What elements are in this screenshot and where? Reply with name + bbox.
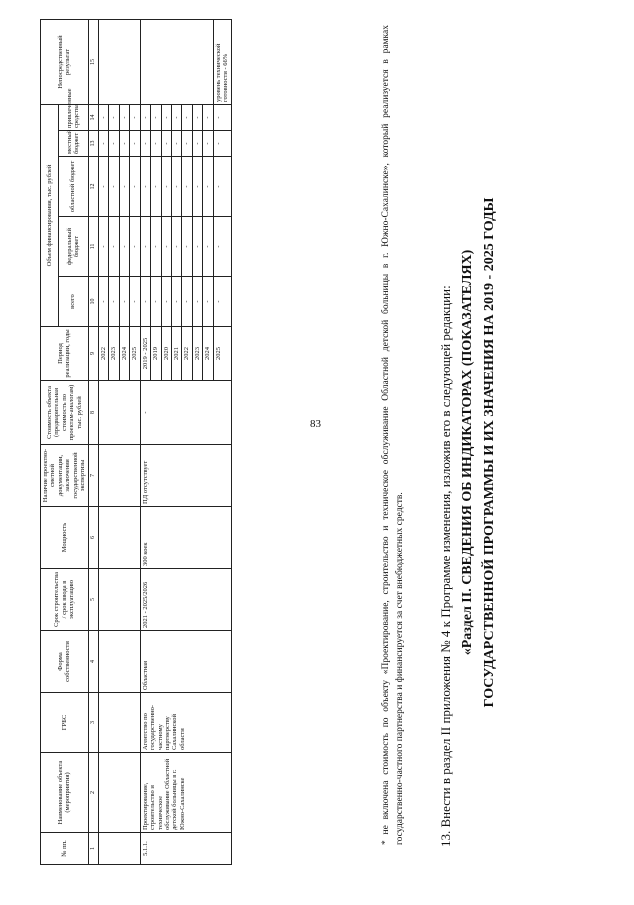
col-number: 10 xyxy=(88,277,98,327)
col-number: 2 xyxy=(88,753,98,833)
value-cell: - xyxy=(213,131,231,157)
col-number: 15 xyxy=(88,20,98,105)
value-cell: - xyxy=(151,277,161,327)
value-cell: - xyxy=(119,105,129,131)
value-cell: - xyxy=(182,277,192,327)
value-cell: - xyxy=(130,277,140,327)
footnote-mark: * xyxy=(381,840,391,845)
value-cell: - xyxy=(109,157,119,217)
header-docs: Наличие проектно-сметной документации, заключения государственной экспертизы xyxy=(41,445,89,507)
value-cell: - xyxy=(213,105,231,131)
header-cost: Стоимость объекта (предварительная стоимость по проектам-аналогам) тыс. рублей xyxy=(41,381,89,445)
row-num: 5.1.1. xyxy=(140,833,231,865)
period-cell: 2019 xyxy=(151,327,161,381)
value-cell: - xyxy=(171,105,181,131)
value-cell: - xyxy=(203,131,213,157)
value-cell: - xyxy=(151,157,161,217)
object-cost: - xyxy=(140,381,231,445)
page-number: 83 xyxy=(310,418,321,430)
header-term: Срок строительства / срок ввода в эксплуатацию xyxy=(41,569,89,631)
value-cell: - xyxy=(151,105,161,131)
object-docs: ПД отсутствует xyxy=(140,445,231,507)
value-cell: - xyxy=(182,105,192,131)
period-cell: 2024 xyxy=(119,327,129,381)
value-cell: - xyxy=(192,277,202,327)
col-number: 11 xyxy=(88,217,98,277)
period-cell: 2023 xyxy=(192,327,202,381)
value-cell: - xyxy=(182,217,192,277)
result-cell: уровень технической готовности - 66% xyxy=(213,20,231,105)
empty-cell xyxy=(98,445,140,507)
value-cell: - xyxy=(98,217,108,277)
object-ownership: Областная xyxy=(140,631,231,693)
object-capacity: 300 коек xyxy=(140,507,231,569)
value-cell: - xyxy=(203,217,213,277)
value-cell: - xyxy=(161,157,171,217)
section-heading-line1: «Раздел II. СВЕДЕНИЯ ОБ ИНДИКАТОРАХ (ПОКАЗАТЕЛЯХ) xyxy=(460,249,475,656)
value-cell: - xyxy=(171,131,181,157)
col-number: 6 xyxy=(88,507,98,569)
value-cell: - xyxy=(192,217,202,277)
value-cell: - xyxy=(213,277,231,327)
amendment-clause: 13. Внести в раздел II приложения № 4 к Программе изменения, изложив его в следующей редакции: xyxy=(438,285,453,847)
header-grbs: ГРБС xyxy=(41,693,89,753)
period-cell: 2021 xyxy=(171,327,181,381)
footnote xyxy=(380,25,408,845)
header-federal: федеральный бюджет xyxy=(58,217,88,277)
value-cell: - xyxy=(130,217,140,277)
empty-cell xyxy=(98,631,140,693)
value-cell: - xyxy=(119,217,129,277)
period-cell: 2022 xyxy=(98,327,108,381)
value-cell: - xyxy=(171,157,181,217)
header-result: Непосредственный результат xyxy=(41,20,89,105)
object-name: Проектирование, строительство и техническое обслуживание Областной детской больницы в г. Южно-Сахалинске xyxy=(140,753,231,833)
col-number: 14 xyxy=(88,105,98,131)
header-period: Период реализации, годы xyxy=(41,327,89,381)
period-cell: 2023 xyxy=(109,327,119,381)
object-grbs: Агентство по государственно-частному партнерству Сахалинской области xyxy=(140,693,231,753)
col-number: 12 xyxy=(88,157,98,217)
empty-cell xyxy=(98,381,140,445)
value-cell: - xyxy=(171,217,181,277)
value-cell: - xyxy=(161,131,171,157)
empty-cell xyxy=(98,693,140,753)
empty-cell xyxy=(98,507,140,569)
header-ownership: Форма собственности xyxy=(41,631,89,693)
header-local: местный бюджет xyxy=(58,131,88,157)
value-cell: - xyxy=(192,105,202,131)
value-cell: - xyxy=(109,217,119,277)
value-cell: - xyxy=(171,277,181,327)
value-cell: - xyxy=(98,105,108,131)
value-cell: - xyxy=(119,157,129,217)
value-cell: - xyxy=(98,157,108,217)
value-cell: - xyxy=(140,157,150,217)
value-cell: - xyxy=(140,105,150,131)
period-cell: 2020 xyxy=(161,327,171,381)
empty-cell xyxy=(98,569,140,631)
value-cell: - xyxy=(130,105,140,131)
col-number: 3 xyxy=(88,693,98,753)
value-cell: - xyxy=(161,277,171,327)
value-cell: - xyxy=(151,217,161,277)
value-cell: - xyxy=(119,277,129,327)
empty-cell xyxy=(98,20,140,105)
value-cell: - xyxy=(140,217,150,277)
value-cell: - xyxy=(161,217,171,277)
empty-cell xyxy=(98,753,140,833)
col-number: 1 xyxy=(88,833,98,865)
period-cell: 2022 xyxy=(182,327,192,381)
period-cell: 2025 xyxy=(213,327,231,381)
value-cell: - xyxy=(140,277,150,327)
col-number: 5 xyxy=(88,569,98,631)
value-cell: - xyxy=(98,131,108,157)
col-number: 13 xyxy=(88,131,98,157)
col-number: 9 xyxy=(88,327,98,381)
value-cell: - xyxy=(109,131,119,157)
col-number: 8 xyxy=(88,381,98,445)
header-other: привлеченные средства xyxy=(58,105,88,131)
value-cell: - xyxy=(192,131,202,157)
header-regional: областной бюджет xyxy=(58,157,88,217)
period-cell: 2019 - 2025 xyxy=(140,327,150,381)
value-cell: - xyxy=(161,105,171,131)
value-cell: - xyxy=(192,157,202,217)
header-capacity: Мощность xyxy=(41,507,89,569)
col-number: 7 xyxy=(88,445,98,507)
header-num: № пп. xyxy=(41,833,89,865)
value-cell: - xyxy=(203,277,213,327)
empty-cell xyxy=(140,20,213,105)
value-cell: - xyxy=(109,105,119,131)
value-cell: - xyxy=(140,131,150,157)
value-cell: - xyxy=(109,277,119,327)
value-cell: - xyxy=(151,131,161,157)
value-cell: - xyxy=(119,131,129,157)
header-name: Наименование объекта (мероприятия) xyxy=(41,753,89,833)
col-number: 4 xyxy=(88,631,98,693)
header-funding: Объем финансирования, тыс. рублей xyxy=(41,105,59,327)
value-cell: - xyxy=(182,131,192,157)
investment-table xyxy=(40,19,232,865)
value-cell: - xyxy=(213,217,231,277)
value-cell: - xyxy=(203,105,213,131)
header-total: всего xyxy=(58,277,88,327)
object-term: 2021 - 2025/2026 xyxy=(140,569,231,631)
value-cell: - xyxy=(213,157,231,217)
value-cell: - xyxy=(182,157,192,217)
period-cell: 2025 xyxy=(130,327,140,381)
value-cell: - xyxy=(203,157,213,217)
footnote-text: не включена стоимость по объекту «Проектирование, строительство и техническое обслуживание Областной детской больницы в г. Южно-Сахалинске», который реализуется в рамках государственно-частного партнерства и финансируется за счет внебюджетных средств. xyxy=(381,25,405,845)
period-cell: 2024 xyxy=(203,327,213,381)
value-cell: - xyxy=(98,277,108,327)
value-cell: - xyxy=(130,131,140,157)
value-cell: - xyxy=(130,157,140,217)
section-heading-line2: ГОСУДАРСТВЕННОЙ ПРОГРАММЫ И ИХ ЗНАЧЕНИЯ НА 2019 - 2025 ГОДЫ xyxy=(482,197,497,708)
empty-cell xyxy=(98,833,140,865)
